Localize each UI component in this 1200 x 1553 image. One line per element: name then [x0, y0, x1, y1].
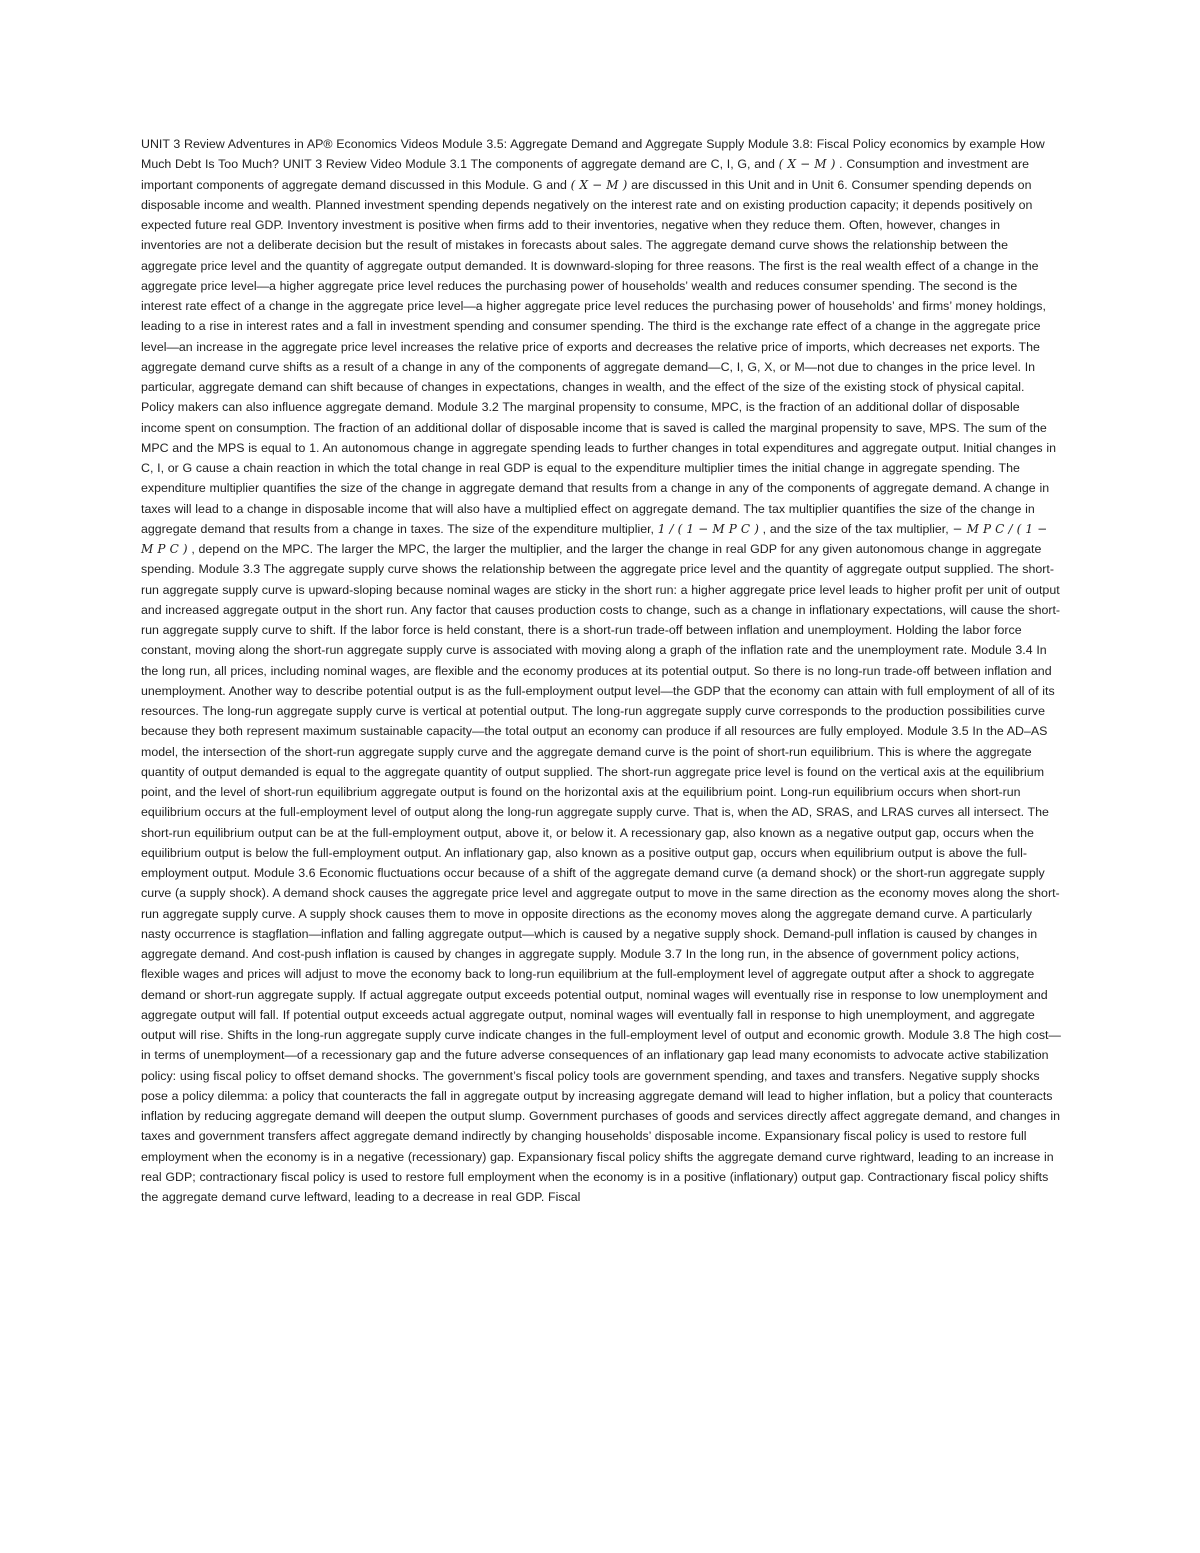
math-tax-multiplier: − M P C / ( 1 − M P C ) [141, 521, 1048, 556]
text-segment-3: are discussed in this Unit and in Unit 6. Consumer spending depends on disposable income and wealth. Planned investment spending depends negatively on the interest rate and on existing production capacity; it depends positively on expected future real GDP. Inventory investment is positive when firms add to their inventories, negative when they reduce them. Often, however, changes in inventories are not a deliberate decision but the result of mistakes in forecasts about sales. The aggregate demand curve shows the relationship between the aggregate price level and the quantity of aggregate output demanded. It is downward-sloping for three reasons. The first is the real wealth effect of a change in the aggregate price level—a higher aggregate price level reduces the purchasing power of households’ wealth and reduces consumer spending. The second is the interest rate effect of a change in the aggregate price level—a higher aggregate price level reduces the purchasing power of households’ and firms’ money holdings, leading to a rise in interest rates and a fall in investment spending and consumer spending. The third is the exchange rate effect of a change in the aggregate price level—an increase in the aggregate price level increases the relative price of exports and decreases the relative price of imports, which decreases net exports. The aggregate demand curve shifts as a result of a change in any of the components of aggregate demand—C, I, G, X, or M—not due to changes in the price level. In particular, aggregate demand can shift because of changes in expectations, changes in wealth, and the effect of the size of the existing stock of physical capital. Policy makers can also influence aggregate demand. Module 3.2 The marginal propensity to consume, MPC, is the fraction of an additional dollar of disposable income spent on consumption. The fraction of an additional dollar of disposable income that is saved is called the marginal propensity to save, MPS. The sum of the MPC and the MPS is equal to 1. An autonomous change in aggregate spending leads to further changes in total expenditures and aggregate output. Initial changes in C, I, or G cause a chain reaction in which the total change in real GDP is equal to the expenditure multiplier times the initial change in aggregate spending. The expenditure multiplier quantifies the size of the change in aggregate demand that results from a change in any of the components of aggregate demand. A change in taxes will lead to a change in disposable income that will also have a multiplied effect on aggregate demand. The tax multiplier quantifies the size of the change in aggregate demand that results from a change in taxes. The size of the expenditure multiplier, [141, 177, 1056, 536]
text-segment-1: UNIT 3 Review Adventures in AP® Economics Videos Module 3.5: Aggregate Demand and Aggregate Supply Module 3.8: Fiscal Policy economics by example How Much Debt Is Too Much? UNIT 3 Review Video Module 3.1 The components of aggregate demand are C, I, G, and [141, 137, 1045, 172]
text-segment-4: , and the size of the tax multiplier, [758, 521, 953, 536]
math-expenditure-multiplier: 1 / ( 1 − M P C ) [657, 521, 759, 536]
body-paragraph [141, 134, 1061, 1207]
math-x-minus-m-2: ( X − M ) [570, 177, 628, 192]
text-segment-5: , depend on the MPC. The larger the MPC, the larger the multiplier, and the larger the change in real GDP for any given autonomous change in aggregate spending. Module 3.3 The aggregate supply curve shows the relationship between the aggregate price level and the quantity of aggregate output supplied. The short-run aggregate supply curve is upward-sloping because nominal wages are sticky in the short run: a higher aggregate price level leads to higher profit per unit of output and increased aggregate output in the short run. Any factor that causes production costs to change, such as a change in inflationary expectations, will cause the short-run aggregate supply curve to shift. If the labor force is held constant, there is a short-run trade-off between inflation and unemployment. Holding the labor force constant, moving along the short-run aggregate supply curve is associated with moving along a graph of the inflation rate and the unemployment rate. Module 3.4 In the long run, all prices, including nominal wages, are flexible and the economy produces at its potential output. So there is no long-run trade-off between inflation and unemployment. Another way to describe potential output is as the full-employment output level—the GDP that the economy can attain with full employment of all of its resources. The long-run aggregate supply curve is vertical at potential output. The long-run aggregate supply curve corresponds to the production possibilities curve because they both represent maximum sustainable capacity—the total output an economy can produce if all resources are fully employed. Module 3.5 In the AD–AS model, the intersection of the short-run aggregate supply curve and the aggregate demand curve is the point of short-run equilibrium. This is where the aggregate quantity of output demanded is equal to the aggregate quantity of output supplied. The short-run aggregate price level is found on the vertical axis at the equilibrium point, and the level of short-run equilibrium aggregate output is found on the horizontal axis at the equilibrium point. Long-run equilibrium occurs when short-run equilibrium occurs at the full-employment level of output along the long-run aggregate supply curve. That is, when the AD, SRAS, and LRAS curves all intersect. The short-run equilibrium output can be at the full-employment output, above it, or below it. A recessionary gap, also known as a negative output gap, occurs when the equilibrium output is below the full-employment output. An inflationary gap, also known as a positive output gap, occurs when equilibrium output is above the full-employment output. Module 3.6 Economic fluctuations occur because of a shift of the aggregate demand curve (a demand shock) or the short-run aggregate supply curve (a supply shock). A demand shock causes the aggregate price level and aggregate output to move in the same direction as the economy moves along the short-run aggregate supply curve. A supply shock causes them to move in opposite directions as the economy moves along the aggregate demand curve. A particularly nasty occurrence is stagflation—inflation and falling aggregate output—which is caused by a negative supply shock. Demand-pull inflation is caused by changes in aggregate demand. And cost-push inflation is caused by changes in aggregate supply. Module 3.7 In the long run, in the absence of government policy actions, flexible wages and prices will adjust to move the economy back to long-run equilibrium at the full-employment level of aggregate output after a shock to aggregate demand or short-run aggregate supply. If actual aggregate output exceeds potential output, nominal wages will eventually rise in response to low unemployment and aggregate output will fall. If potential output exceeds actual aggregate output, nominal wages will eventually fall in response to high unemployment, and aggregate output will rise. Shifts in the long-run aggregate supply curve indicate changes in the full-employment level of output and economic growth. Module 3.8 The high cost—in terms of unemployment—of a recessionary gap and the future adverse consequences of an inflationary gap lead many economists to advocate active stabilization policy: using fiscal policy to offset demand shocks. The government’s fiscal policy tools are government spending, and taxes and transfers. Negative supply shocks pose a policy dilemma: a policy that counteracts the fall in aggregate output by increasing aggregate demand will lead to higher inflation, but a policy that counteracts inflation by reducing aggregate demand will deepen the output slump. Government purchases of goods and services directly affect aggregate demand, and changes in taxes and government transfers affect aggregate demand indirectly by changing households’ disposable income. Expansionary fiscal policy is used to restore full employment when the economy is in a negative (recessionary) gap. Expansionary fiscal policy shifts the aggregate demand curve rightward, leading to an increase in real GDP; contractionary fiscal policy is used to restore full employment when the economy is in a positive (inflationary) output gap. Contractionary fiscal policy shifts the aggregate demand curve leftward, leading to a decrease in real GDP. Fiscal [141, 542, 1061, 1204]
math-x-minus-m-1: ( X − M ) [778, 157, 836, 172]
text-segment-2: . Consumption and investment are important components of aggregate demand discussed in this Module. G and [141, 157, 1030, 192]
